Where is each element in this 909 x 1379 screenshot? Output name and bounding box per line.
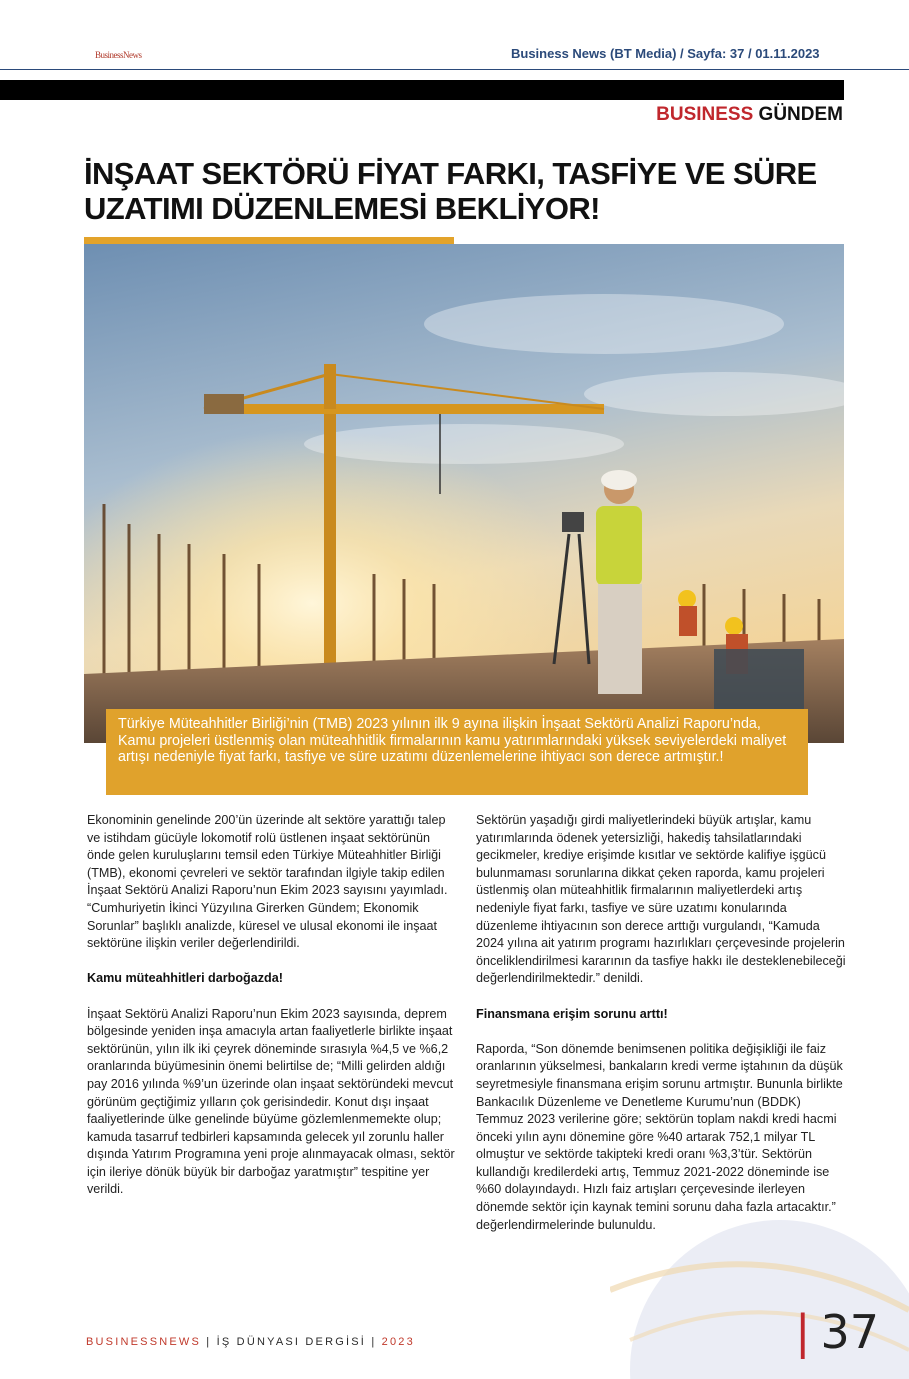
construction-site-photo: [84, 244, 844, 743]
paragraph: Sektörün yaşadığı girdi maliyetlerindeki büyük artışlar, kamu yatırımlarında ödenek yetersizliği, hakediş tahsilatlarındaki gecikmeler, krediye erişimde kısıtlar ve sektörde kalifiye işgücü bulunmaması sorunlarına dikkat çeken raporda, kamu projeleri üstlenmiş olan müteahhitlik firmalarının maliyetlerdeki artış nedeniyle fiyat farkı, tasfiye ve süre uzatımı konularında düzenleme ihtiyacının son derece arttığı vurgulandı, “Kamuda 2024 yılına ait yatırım programı hazırlıkları çerçevesinde projelerin önceliklendirilmesi kararının da tasfiye hakkı ile desteklenebileceği değerlendirilmektedir.” denildi.: [476, 813, 846, 986]
paragraph: Raporda, “Son dönemde benimsenen politika değişikliği ile faiz oranlarının yükselmesi, bankaların kredi verme iştahının da düşük seyretmesiyle finansmana erişim sorunu artmıştır. Bununla birlikte Bankacılık Düzenleme ve Denetleme Kurumu’nun (BDDK) Temmuz 2023 verilerine göre; sektörün toplam nakdi kredi hacmi önceki yılın aynı dönemine göre %40 artarak 752,1 milyar TL olmuştur ve sektörde takipteki kredi oranı %3,3’tür. Sektörün kullandığı kredilerdeki artış, Temmuz 2021-2022 döneminde ise %60 dolayındaydı. Hızlı faiz artışları çerçevesinde ilerleyen dönemde sektör için kaynak temini sorunu daha fazla artacaktır.” değerlendirmelerinde bulunuldu.: [476, 1041, 843, 1232]
paragraph: İnşaat Sektörü Analizi Raporu’nun Ekim 2023 sayısında, deprem bölgesinde yeniden inşa amacıyla artan faaliyetlerle birlikte inşaat sektörünün, yılın ilk iki çeyrek döneminde sırasıyla %4,5 ve %6,2 oranlarında büyümesinin önemi belirtilse de; “Milli gelirden aldığı pay 2016 yılında %9’un üzerinde olan inşaat sektöründeki mevcut görünüm geçtiğimiz yılların çok gerisindedir. Konut dışı inşaat faaliyetlerinde ülke genelinde büyüme gözlemlenmemekte olup; kamuda tasarruf tedbirleri kapsamında gelecek yıl zorunlu haller dışında Yatırım Programına yeni proje alınmayacak olması, sektör için ileriye dönük büyük bir darboğaz yaratmıştır” tespitine yer verildi.: [87, 1006, 455, 1197]
subheading: Finansmana erişim sorunu arttı!: [476, 1006, 668, 1021]
section-label: [656, 104, 843, 126]
headline-underline: [84, 237, 454, 244]
footer-brand: BUSINESSNEWS: [86, 1336, 202, 1348]
publication-logo: BusinessNews: [95, 50, 142, 60]
section-word-gundem: GÜNDEM: [758, 104, 843, 125]
black-header-bar: [0, 80, 844, 100]
footer-line: [86, 1336, 415, 1348]
page-number-value: 37: [820, 1305, 879, 1359]
footer-year: 2023: [381, 1336, 415, 1348]
article-column-left: [87, 812, 457, 1217]
page-number-separator: |: [794, 1305, 811, 1359]
subheading: Kamu müteahhitleri darboğazda!: [87, 971, 283, 986]
paragraph: Ekonominin genelinde 200’ün üzerinde alt sektöre yarattığı talep ve istihdam gücüyle lokomotif rolü üstlenen inşaat sektörünün önde gelen kuruluşlarını temsil eden Türkiye Müteahhitler Birliği (TMB), ekonomi çevreleri ve sektör tarafından ilgiyle takip edilen İnşaat Sektörü Analizi Raporu’nun Ekim 2023 sayısını yayımladı. “Cumhuriyetin İkinci Yüzyılına Girerken Gündem; Ekonomik Sorunlar” başlıklı analizde, küresel ve ulusal ekonomi ile inşaat sektörüne ilişkin veriler değerlendirildi.: [87, 813, 448, 951]
article-headline: İNŞAAT SEKTÖRÜ FİYAT FARKI, TASFİYE VE SÜRE UZATIMI DÜZENLEMESİ BEKLİYOR!: [84, 156, 817, 226]
footer-separator: |: [371, 1336, 377, 1348]
footer-magazine-name: İŞ DÜNYASI DERGİSİ: [216, 1336, 367, 1348]
source-line: Business News (BT Media) / Sayfa: 37 / 01.11.2023: [511, 46, 820, 61]
header-divider: [0, 69, 909, 70]
footer-separator: |: [206, 1336, 212, 1348]
photo-caption: Türkiye Müteahhitler Birliği’nin (TMB) 2023 yılının ilk 9 ayına ilişkin İnşaat Sektörü Analizi Raporu’nda, Kamu projeleri üstlenmiş olan müteahhitlik firmalarının kamu yatırımlarındaki yüksek seviyelerdeki maliyet artışı nedeniyle fiyat farkı, tasfiye ve süre uzatımı düzenlemelerine ihtiyacı son derece artmıştır.!: [106, 709, 808, 795]
section-word-business: BUSINESS: [656, 104, 754, 125]
page-number: [795, 1305, 879, 1359]
